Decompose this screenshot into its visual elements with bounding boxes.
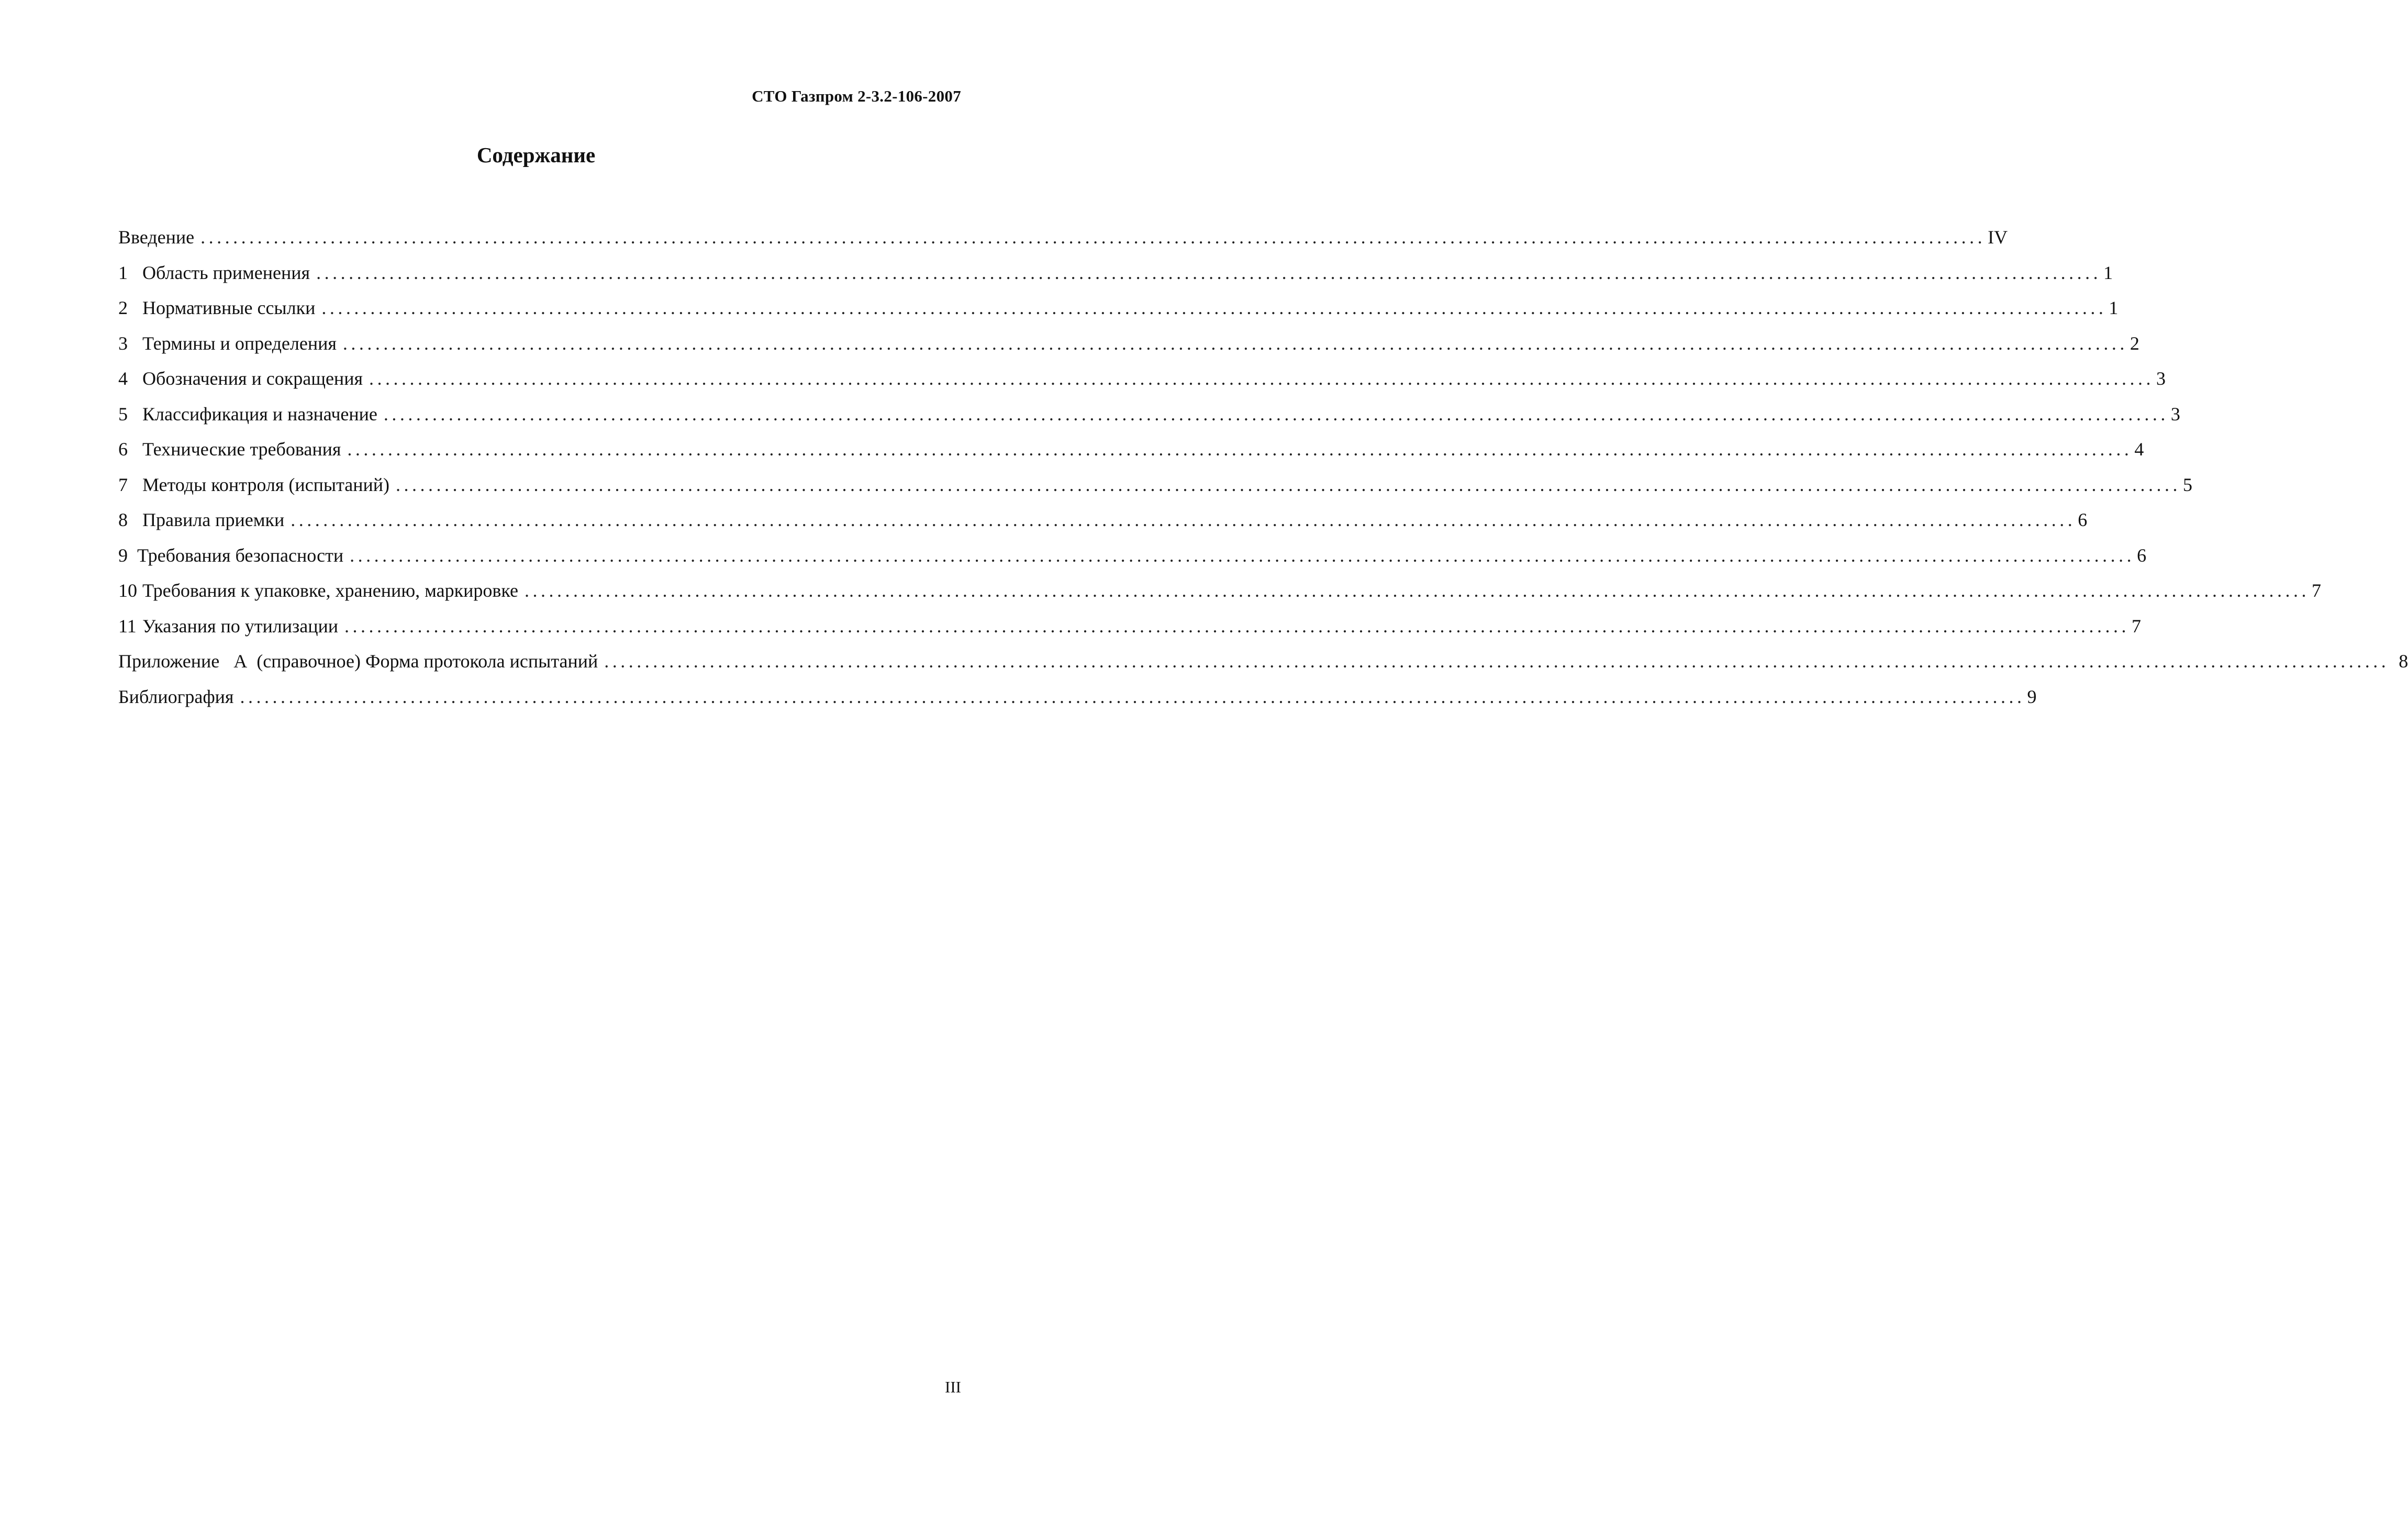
toc-leader-dots: ............................................................................................................................................................................................................................ — [604, 651, 2390, 672]
toc-leader-dots: ............................................................................................................................................................................................................................ — [321, 297, 2107, 318]
toc-leader-dots: ............................................................................................................................................................................................................................ — [342, 332, 2128, 354]
toc-entry-number: 2 — [118, 297, 128, 318]
toc-row-1 — [118, 262, 2113, 297]
page-number: III — [945, 1378, 961, 1396]
toc-leader-dots: ............................................................................................................................................................................................................................ — [240, 686, 2025, 707]
toc-row-7 — [118, 474, 2193, 509]
toc-entry-number: 6 — [118, 439, 128, 460]
toc-entry-number: 8 — [118, 509, 128, 530]
toc-entry-page: 7 — [2311, 580, 2321, 601]
toc-leader-dots: ............................................................................................................................................................................................................................ — [344, 615, 2130, 637]
toc-entry-page: 9 — [2027, 686, 2037, 707]
toc-entry-page: 5 — [2183, 474, 2193, 495]
toc-row-3 — [118, 332, 2139, 368]
toc-row-9 — [118, 544, 2147, 580]
toc-entry-title: Термины и определения — [142, 332, 337, 354]
toc-entry-title: Указания по утилизации — [142, 615, 339, 637]
toc-entry-title: Библиография — [118, 686, 234, 707]
toc-entry-page: 2 — [2130, 332, 2139, 354]
toc-entry-number: 3 — [118, 332, 128, 354]
toc-entry-number: 4 — [118, 368, 128, 389]
toc-row-bibliography — [118, 686, 2037, 721]
toc-leader-dots: ............................................................................................................................................................................................................................ — [200, 227, 1986, 248]
toc-entry-page: 6 — [2137, 544, 2147, 566]
toc-entry-title: Методы контроля (испытаний) — [142, 474, 390, 495]
toc-row-5 — [118, 403, 2180, 439]
toc-leader-dots: ............................................................................................................................................................................................................................ — [524, 580, 2310, 601]
toc-entry-number: 1 — [118, 262, 128, 283]
toc-row-4 — [118, 367, 2166, 403]
toc-row-2 — [118, 297, 2119, 332]
toc-entry-title: Правила приемки — [142, 509, 285, 530]
toc-entry-number: 10 — [118, 580, 137, 601]
toc-row-appendix-a — [118, 650, 2408, 686]
toc-entry-number: 7 — [118, 474, 128, 495]
toc-entry-title: Требования к упаковке, хранению, маркировке — [142, 580, 518, 601]
toc-entry-number: 9 — [118, 544, 128, 566]
toc-leader-dots: ............................................................................................................................................................................................................................ — [316, 262, 2102, 283]
toc-entry-title: Требования безопасности — [137, 544, 344, 566]
toc-entry-title: Классификация и назначение — [142, 403, 377, 425]
toc-entry-title: Технические требования — [142, 439, 341, 460]
toc-row-6 — [118, 438, 2144, 474]
toc-title: Содержание — [476, 143, 596, 167]
toc-entry-title: Нормативные ссылки — [142, 297, 316, 318]
toc-entry-page: 3 — [2156, 368, 2166, 389]
toc-entry-number: 11 — [118, 615, 137, 637]
toc-entry-title: Область применения — [142, 262, 310, 283]
toc-leader-dots: ............................................................................................................................................................................................................................ — [347, 439, 2133, 460]
document-code: СТО Газпром 2-3.2-106-2007 — [752, 87, 961, 105]
toc-leader-dots: ............................................................................................................................................................................................................................ — [291, 509, 2076, 530]
toc-row-10 — [118, 579, 2321, 615]
toc-entry-page: IV — [1988, 227, 2008, 248]
toc-entry-title: Введение — [118, 227, 195, 248]
toc-row-11 — [118, 615, 2142, 651]
toc-entry-page: 1 — [2109, 297, 2119, 318]
toc-leader-dots: ............................................................................................................................................................................................................................ — [383, 403, 2169, 425]
toc-leader-dots: ............................................................................................................................................................................................................................ — [350, 544, 2135, 566]
toc-leader-dots: ............................................................................................................................................................................................................................ — [369, 368, 2155, 389]
toc-entry-page: 3 — [2170, 403, 2180, 425]
toc-row-introduction — [118, 226, 2008, 262]
toc-row-8 — [118, 509, 2088, 544]
table-of-contents — [118, 226, 2408, 721]
toc-entry-page: 1 — [2103, 262, 2113, 283]
toc-entry-page: 8 — [2399, 651, 2408, 672]
toc-entry-number: 5 — [118, 403, 128, 425]
toc-entry-title: Обозначения и сокращения — [142, 368, 363, 389]
toc-entry-page: 4 — [2134, 439, 2144, 460]
toc-entry-page: 7 — [2132, 615, 2142, 637]
toc-entry-title: Приложение А (справочное) Форма протокола испытаний — [118, 651, 598, 672]
toc-leader-dots: ............................................................................................................................................................................................................................ — [396, 474, 2181, 495]
toc-entry-page: 6 — [2078, 509, 2088, 530]
